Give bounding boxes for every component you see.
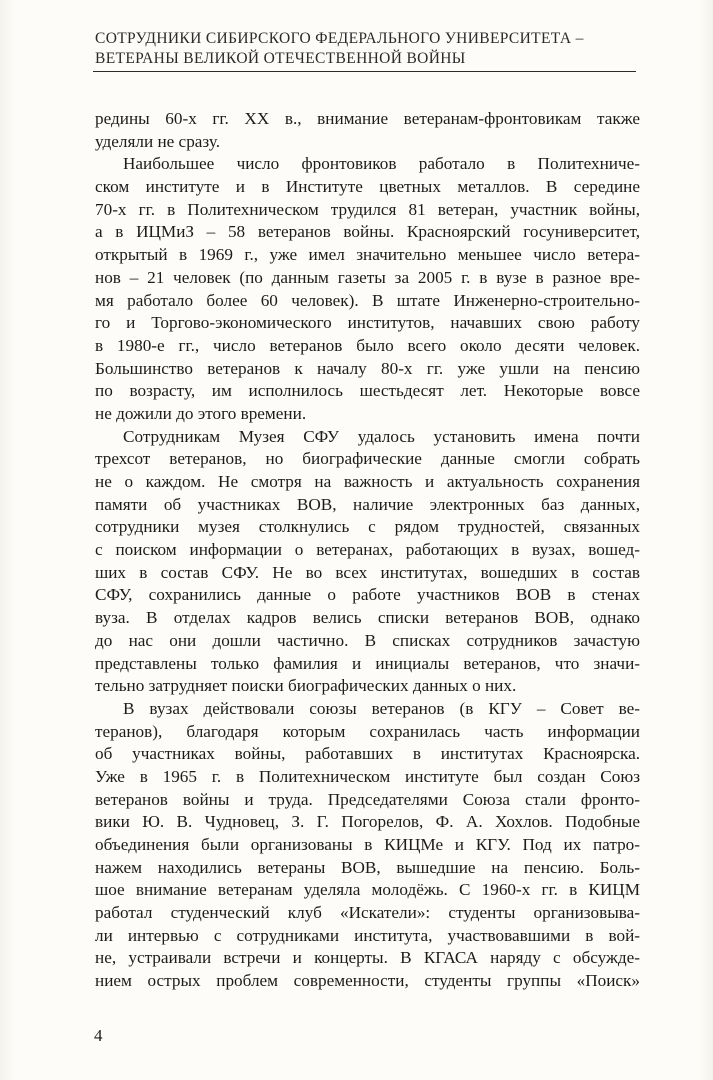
text-line: представлены только фамилия и инициалы ветеранов, что значи- [95,653,640,673]
text-line: Уже в 1965 г. в Политехническом институте был создан Союз [95,766,640,786]
running-head-line-1: СОТРУДНИКИ СИБИРСКОГО ФЕДЕРАЛЬНОГО УНИВЕРСИТЕТА – [95,30,584,47]
text-line: а в ИЦМиЗ – 58 ветеранов войны. Красноярский госуниверситет, [95,222,640,242]
text-line: трехсот ветеранов, но биографические данные смогли собрать [95,449,640,469]
text-line: СФУ, сохранились данные о работе участников ВОВ в стенах [95,585,640,605]
text-line: 70-х гг. в Политехническом трудился 81 ветеран, участник войны, [95,199,640,219]
text-line: нажем находились ветераны ВОВ, вышедшие на пенсию. Боль- [95,857,640,877]
text-line: Наибольшее число фронтовиков работало в Политехниче- [123,154,640,174]
text-line: открытый в 1969 г., уже имел значительно меньшее число ветера- [95,245,640,265]
page-number: 4 [94,1026,103,1045]
text-line: вики Ю. В. Чудновец, З. Г. Погорелов, Ф. А. Хохлов. Подобные [95,812,640,832]
text-line: нием острых проблем современности, студенты группы «Поиск» [95,971,640,991]
text-line: Сотрудникам Музея СФУ удалось установить имена почти [123,426,640,446]
text-line: по возрасту, им исполнилось шестьдесят лет. Некоторые вовсе [95,381,640,401]
text-line: до нас они дошли частично. В списках сотрудников зачастую [95,630,640,650]
text-line: теранов), благодаря которым сохранилась часть информации [95,721,640,741]
text-line: ших в состав СФУ. Не во всех институтах, вошедших в состав [95,562,640,582]
text-line: объединения были организованы в КИЦМе и КГУ. Под их патро- [95,835,640,854]
header-rule [93,71,636,72]
text-line: ском институте и в Институте цветных металлов. В середине [95,177,640,197]
text-line: го и Торгово-экономического институтов, начавших свою работу [95,313,640,333]
running-head-line-2: ВЕТЕРАНЫ ВЕЛИКОЙ ОТЕЧЕСТВЕННОЙ ВОЙНЫ [95,50,466,67]
text-line: нов – 21 человек (по данным газеты за 2005 г. в вузе в разное вре- [95,267,640,287]
running-head [95,29,635,69]
text-line: тельно затрудняет поиски биографических данных о них. [95,676,517,696]
text-line: уделяли не сразу. [95,131,221,151]
text-line: редины 60-х гг. XX в., внимание ветеранам-фронтовикам также [95,109,640,128]
text-line: ветеранов войны и труда. Председателями Союза стали фронто- [95,789,640,809]
text-line: В вузах действовали союзы ветеранов (в КГУ – Совет ве- [123,698,640,718]
text-line: ли интервью с сотрудниками института, участвовавшими в вой- [95,925,640,945]
text-line: работал студенческий клуб «Искатели»: студенты организовыва- [95,903,640,923]
text-line: мя работало более 60 человек). В штате Инженерно-строительно- [95,290,640,310]
text-line: не о каждом. Не смотря на важность и актуальность сохранения [95,472,640,491]
body-text [95,108,640,993]
text-line: не дожили до этого времени. [95,403,307,423]
text-line: не, устраивали встречи и концерты. В КГАСА наряду с обсужде- [95,948,640,968]
text-line: сотрудники музея столкнулись с рядом трудностей, связанных [95,517,640,537]
text-line: об участниках войны, работавших в институтах Красноярска. [95,744,640,764]
text-line: памяти об участниках ВОВ, наличие электронных баз данных, [95,494,640,514]
text-line: с поиском информации о ветеранах, работающих в вузах, вошед- [95,540,640,560]
text-line: вуза. В отделах кадров велись списки ветеранов ВОВ, однако [95,608,640,628]
text-line: в 1980-е гг., число ветеранов было всего около десяти человек. [95,335,640,355]
text-line: Большинство ветеранов к началу 80-х гг. уже ушли на пенсию [95,358,640,378]
text-line: шое внимание ветеранам уделяла молодёжь. С 1960-х гг. в КИЦМ [95,880,640,900]
